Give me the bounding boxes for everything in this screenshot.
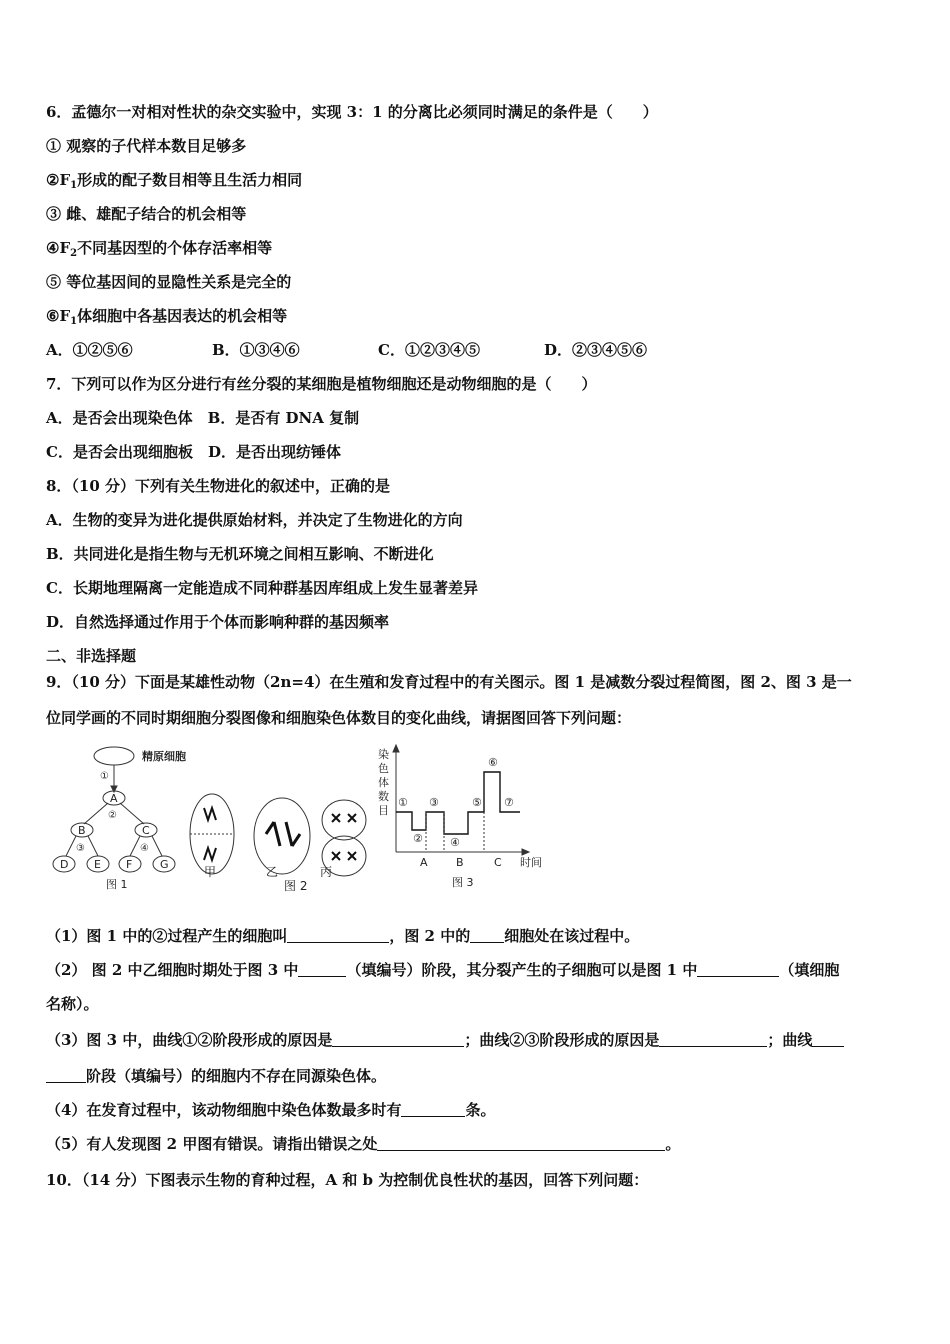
q9-sub1-blank-2[interactable] [470,927,504,943]
q9-sub1 [46,926,639,946]
q6-item-2-sub: 1 [70,180,78,191]
q6-option-b: B．①③④⑥ [212,341,300,359]
q6-item-6-prefix: ⑥F [46,307,71,325]
q6-item-4-sub: 2 [70,248,78,259]
q6-item-2-text: 形成的配子数目相等且生活力相同 [77,171,303,189]
q9-stem-line2: 位同学画的不同时期细胞分裂图像和细胞染色体数目的变化曲线，请据图回答下列问题： [46,709,632,727]
fig1-line-bd [66,836,76,856]
fig1-step-3: ③ [76,843,85,854]
fig3-segment-2: ② [413,832,423,845]
q8-stem: 8．（10 分）下列有关生物进化的叙述中，正确的是 [46,477,391,495]
cell-yi-chromosomes [266,822,300,846]
q7-options-ab: A．是否会出现染色体 B．是否有 DNA 复制 [46,409,360,427]
section-title: 二、非选择题 [46,647,137,665]
fig3-caption: 图 3 [452,876,474,889]
fig1-caption: 图 1 [106,878,128,891]
fig3-ylabel-1: 染 [378,748,389,761]
q6-options [46,340,647,360]
fig3-ylabel-4: 数 [378,790,389,803]
q8-option-a: A．生物的变异为进化提供原始材料，并决定了生物进化的方向 [46,511,463,529]
q7-stem: 7．下列可以作为区分进行有丝分裂的某细胞是植物细胞还是动物细胞的是（ ） [46,375,597,393]
q6-item-3: ③ 雌、雄配子结合的机会相等 [46,205,247,223]
fig1-step-2: ② [108,810,117,821]
fig2-caption: 图 2 [284,879,308,893]
fig1-cell-name: 精原细胞 [142,750,186,763]
fig1-line-cg [152,836,162,856]
fig1-step-1: ① [100,771,109,782]
fig3-xtick-b: B [456,856,464,869]
q9-sub4 [46,1100,495,1120]
q9-sub2-blank-2[interactable] [697,961,779,977]
q9-sub5-text-b: 。 [665,1135,681,1153]
fig1-label-d: D [60,858,69,871]
fig3-ylabel-2: 色 [378,762,389,775]
q6-item-2 [46,170,302,196]
fig1-label-e: E [94,858,101,871]
q6-option-a: A．①②⑤⑥ [46,341,133,359]
q8-option-c: C．长期地理隔离一定能造成不同种群基因库组成上发生显著差异 [46,579,478,597]
q6-item-1: ① 观察的子代样本数目足够多 [46,137,247,155]
q9-figures [48,742,568,898]
cell-yi [254,798,310,874]
q6-option-d: D．②③④⑤⑥ [544,341,648,359]
q6-item-4-text: 不同基因型的个体存活率相等 [77,239,273,257]
q9-sub1-blank-1[interactable] [287,927,389,943]
q6-item-6-text: 体细胞中各基因表达的机会相等 [77,307,288,325]
q9-sub2-cont: 名称）。 [46,995,99,1013]
q9-sub3-blank-1[interactable] [332,1031,464,1047]
q9-sub3-text-c: ；曲线 [767,1031,813,1049]
q9-sub4-text-a: （4）在发育过程中，该动物细胞中染色体数最多时有 [46,1101,402,1119]
fig3-xtick-c: C [494,856,502,869]
q9-sub3-blank-3-cont[interactable] [46,1067,86,1083]
q9-sub5 [46,1134,680,1154]
cell-label-bing: 丙 [320,865,333,879]
fig3-segment-5: ⑤ [472,796,482,809]
q6-stem: 6．孟德尔一对相对性状的杂交实验中，实现 3：1 的分离比必须同时满足的条件是（ ） [46,103,658,121]
fig1-line-ac [120,803,144,824]
q9-sub3-blank-2[interactable] [659,1031,767,1047]
fig3-segment-1: ① [398,796,408,809]
q9-sub3-blank-3[interactable] [812,1031,844,1047]
fig3-xtick-a: A [420,856,428,869]
q9-sub2-text-b: （填编号）阶段，其分裂产生的子细胞可以是图 1 中 [346,961,698,979]
fig1-step-4: ④ [140,843,149,854]
fig3-curve [396,772,520,834]
q9-sub3 [46,1030,844,1050]
q7-options-cd: C．是否会出现细胞板 D．是否出现纺锤体 [46,443,341,461]
q6-item-6-sub: 1 [70,316,78,327]
fig1-line-ab [84,803,108,824]
fig3-xlabel: 时间 [520,856,542,869]
q6-item-5: ⑤ 等位基因间的显隐性关系是完全的 [46,273,292,291]
fig1-label-g: G [160,858,169,871]
fig3-ylabel-5: 目 [378,804,389,817]
q9-sub5-blank[interactable] [377,1135,665,1151]
q9-sub3-cont [46,1066,386,1086]
spermatogonium-cell [94,747,134,765]
q9-sub2-text-c: （填细胞 [779,961,840,979]
fig1-line-be [88,836,98,856]
q6-item-4 [46,238,272,264]
fig3-y-arrow [393,745,399,752]
fig3-x-arrow [522,849,529,855]
fig1-label-c: C [142,824,150,837]
q6-item-6 [46,306,287,332]
fig3-segment-7: ⑦ [504,796,514,809]
q9-sub2-blank-1[interactable] [298,961,346,977]
cell-label-yi: 乙 [266,865,279,879]
q9-sub2-text-a: （2） 图 2 中乙细胞时期处于图 3 中 [46,961,299,979]
q9-sub2 [46,960,839,980]
q8-option-b: B．共同进化是指生物与无机环境之间相互影响、不断进化 [46,545,434,563]
fig1-label-f: F [126,858,133,871]
q9-stem-line1: 9．（10 分）下面是某雄性动物（2n=4）在生殖和发育过程中的有关图示。图 1 是减数分裂过程简图，图 2、图 3 是一 [46,673,852,691]
fig1-label-b: B [78,824,86,837]
q9-sub4-blank[interactable] [401,1101,465,1117]
q6-option-c: C．①②③④⑤ [378,341,480,359]
fig1-line-cf [130,836,140,856]
q9-sub1-text-c: 细胞处在该过程中。 [504,927,640,945]
q9-sub1-text-b: ，图 2 中的 [389,927,471,945]
fig3-ylabel-3: 体 [378,776,389,789]
q9-sub3-text-a: （3）图 3 中，曲线①②阶段形成的原因是 [46,1031,333,1049]
q9-sub3-text-d: 阶段（填编号）的细胞内不存在同源染色体。 [86,1067,387,1085]
q10-stem: 10．（14 分）下图表示生物的育种过程，A 和 b 为控制优良性状的基因，回答下列问题： [46,1171,649,1189]
fig1-label-a: A [110,792,118,805]
fig3-segment-6: ⑥ [488,756,498,769]
q9-sub3-text-b: ；曲线②③阶段形成的原因是 [464,1031,660,1049]
fig3-segment-4: ④ [450,836,460,849]
fig3-segment-3: ③ [429,796,439,809]
q9-sub5-text-a: （5）有人发现图 2 甲图有错误。请指出错误之处 [46,1135,378,1153]
q8-option-d: D．自然选择通过作用于个体而影响种群的基因频率 [46,613,390,631]
q9-sub1-text-a: （1）图 1 中的②过程产生的细胞叫 [46,927,288,945]
q6-item-4-prefix: ④F [46,239,71,257]
cell-bing-top [322,800,366,840]
figure-2 [190,794,366,876]
q6-item-2-prefix: ②F [46,171,71,189]
q9-sub4-text-b: 条。 [465,1101,496,1119]
cell-label-jia: 甲 [204,865,217,879]
